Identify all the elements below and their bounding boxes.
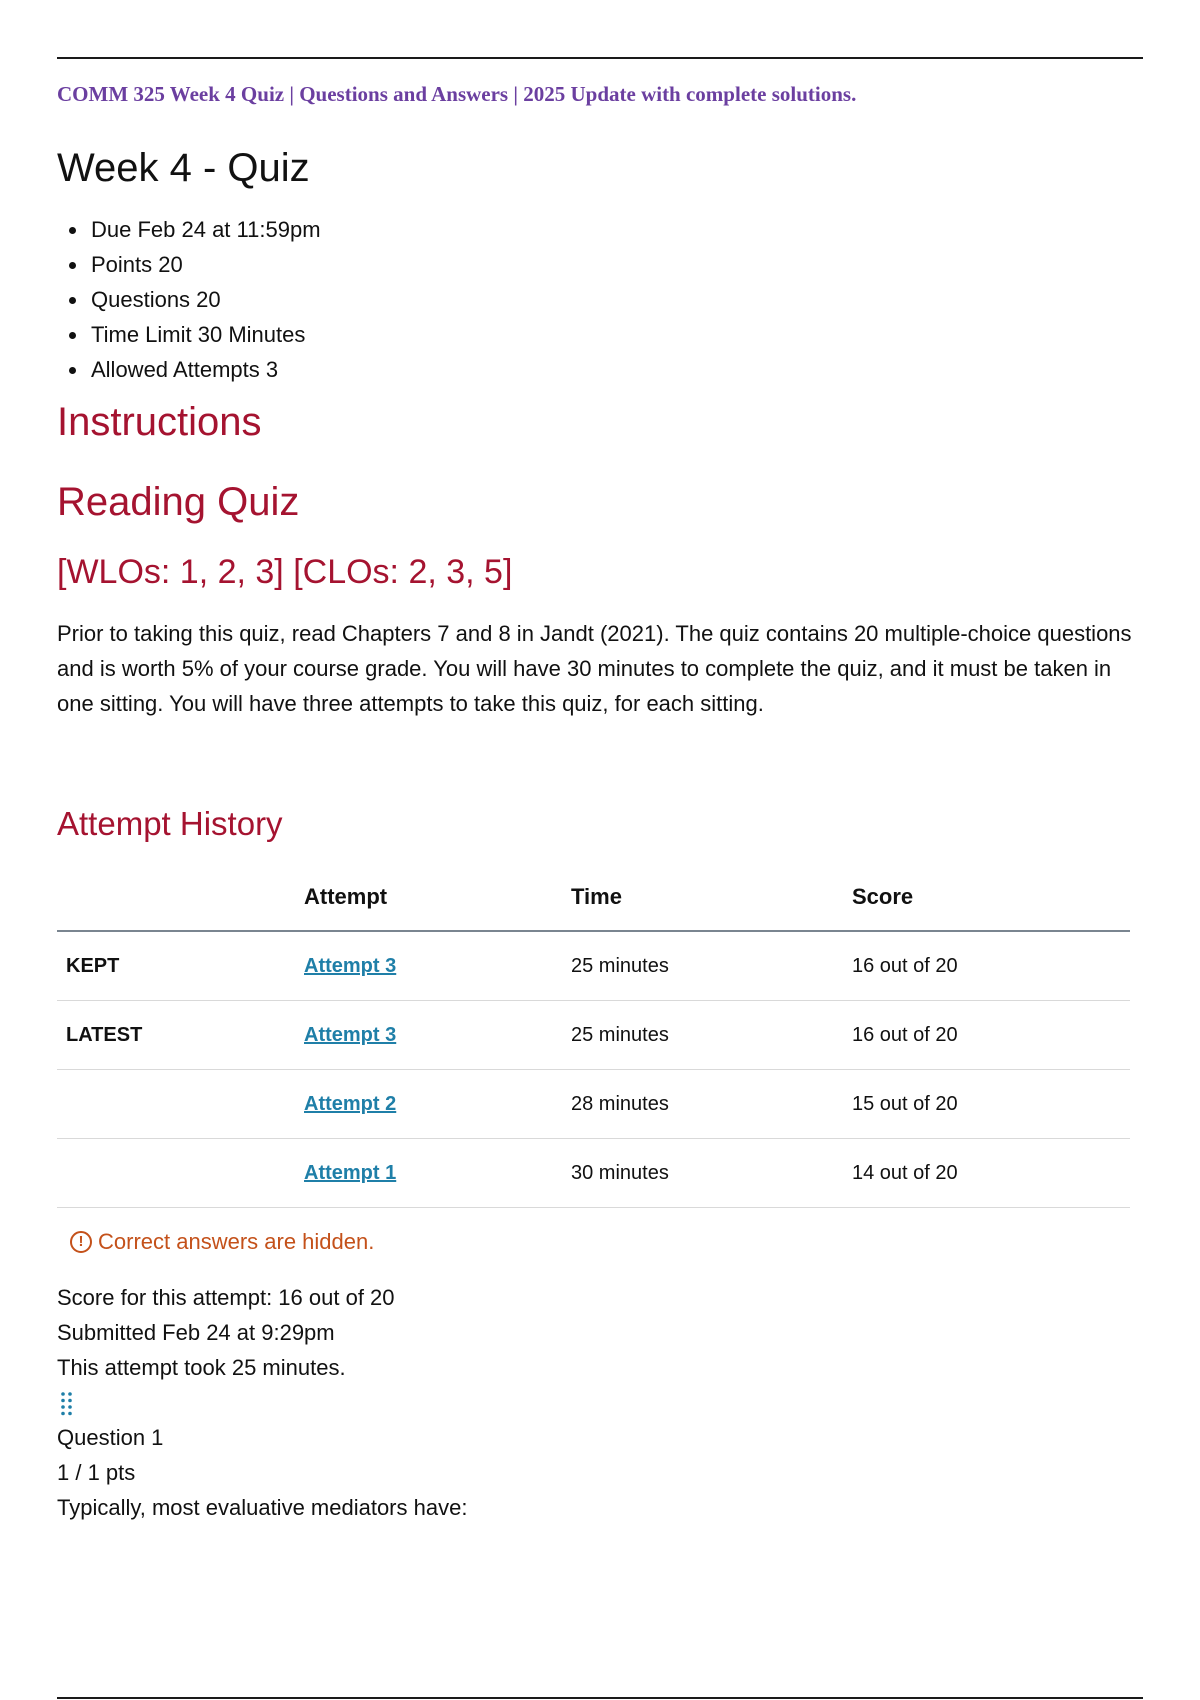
- bullet-icon: [69, 262, 76, 269]
- attempt-link[interactable]: Attempt 1: [304, 1161, 397, 1184]
- question-points: 1 / 1 pts: [57, 1460, 136, 1485]
- question-block: [57, 1420, 467, 1525]
- attempt-score: 15 out of 20: [852, 1070, 1130, 1139]
- attempt-time: 25 minutes: [571, 1001, 852, 1070]
- attempt-status: [57, 1139, 304, 1208]
- question-prompt: Typically, most evaluative mediators have:: [57, 1495, 468, 1520]
- attempt-duration: This attempt took 25 minutes.: [57, 1355, 346, 1380]
- notice-text: Correct answers are hidden.: [98, 1229, 375, 1254]
- table-row: [57, 1139, 1130, 1208]
- correct-answers-hidden-notice: [70, 1229, 374, 1255]
- attempt-cell: [304, 1139, 571, 1208]
- list-item: [57, 352, 321, 387]
- table-row: [57, 1070, 1130, 1139]
- attempt-history-table: [57, 863, 1130, 1208]
- bullet-icon: [69, 367, 76, 374]
- column-header-time: Time: [571, 863, 852, 931]
- points: Points 20: [91, 252, 183, 277]
- list-item: [57, 212, 321, 247]
- attempt-result: [57, 1280, 395, 1385]
- table-header-row: [57, 863, 1130, 931]
- list-item: [57, 282, 321, 317]
- due-date: Due Feb 24 at 11:59pm: [91, 217, 321, 242]
- alert-circle-icon: !: [70, 1231, 92, 1253]
- submitted-time: Submitted Feb 24 at 9:29pm: [57, 1320, 335, 1345]
- attempt-status: [57, 1070, 304, 1139]
- attempt-cell: [304, 1070, 571, 1139]
- time-limit: Time Limit 30 Minutes: [91, 322, 306, 347]
- instructions-paragraph: Prior to taking this quiz, read Chapters 7 and 8 in Jandt (2021). The quiz contains 20 multiple-choice questions and is worth 5% of your course grade. You will have 30 minutes to complete the quiz, and it must be taken in one sitting. You will have three attempts to take this quiz, for each sitting.: [57, 621, 1132, 716]
- attempt-status: KEPT: [57, 931, 304, 1001]
- attempt-history-heading: Attempt History: [57, 805, 283, 842]
- attempt-link[interactable]: Attempt 2: [304, 1092, 397, 1115]
- quiz-title: Week 4 - Quiz: [57, 146, 310, 190]
- attempt-time: 30 minutes: [571, 1139, 852, 1208]
- column-header-score: Score: [852, 863, 1130, 931]
- top-rule: [57, 57, 1143, 59]
- list-item: [57, 317, 321, 352]
- column-header-attempt: Attempt: [304, 863, 571, 931]
- question-label: Question 1: [57, 1425, 164, 1450]
- learning-outcomes-heading: [WLOs: 1, 2, 3] [CLOs: 2, 3, 5]: [57, 553, 513, 591]
- attempt-score: 14 out of 20: [852, 1139, 1130, 1208]
- attempt-time: 25 minutes: [571, 931, 852, 1001]
- attempt-cell: [304, 1001, 571, 1070]
- bullet-icon: [69, 297, 76, 304]
- attempt-link[interactable]: Attempt 3: [304, 1023, 397, 1046]
- reading-quiz-heading: Reading Quiz: [57, 480, 300, 524]
- attempt-cell: [304, 931, 571, 1001]
- list-item: [57, 247, 321, 282]
- table-row: [57, 931, 1130, 1001]
- bullet-icon: [69, 227, 76, 234]
- quiz-details-list: [57, 212, 321, 387]
- attempt-score: 16 out of 20: [852, 931, 1130, 1001]
- attempt-score: 16 out of 20: [852, 1001, 1130, 1070]
- bullet-icon: [69, 332, 76, 339]
- allowed-attempts: Allowed Attempts 3: [91, 357, 279, 382]
- attempt-score-summary: Score for this attempt: 16 out of 20: [57, 1285, 395, 1310]
- table-row: [57, 1001, 1130, 1070]
- column-header-status: [57, 863, 304, 931]
- attempt-time: 28 minutes: [571, 1070, 852, 1139]
- attempt-status: LATEST: [57, 1001, 304, 1070]
- instructions-heading: Instructions: [57, 400, 262, 444]
- drag-handle-icon[interactable]: [59, 1391, 75, 1417]
- attempt-link[interactable]: Attempt 3: [304, 954, 397, 977]
- document-title: COMM 325 Week 4 Quiz | Questions and Answers | 2025 Update with complete solutions.: [57, 82, 857, 106]
- bottom-rule: [57, 1697, 1143, 1699]
- question-count: Questions 20: [91, 287, 221, 312]
